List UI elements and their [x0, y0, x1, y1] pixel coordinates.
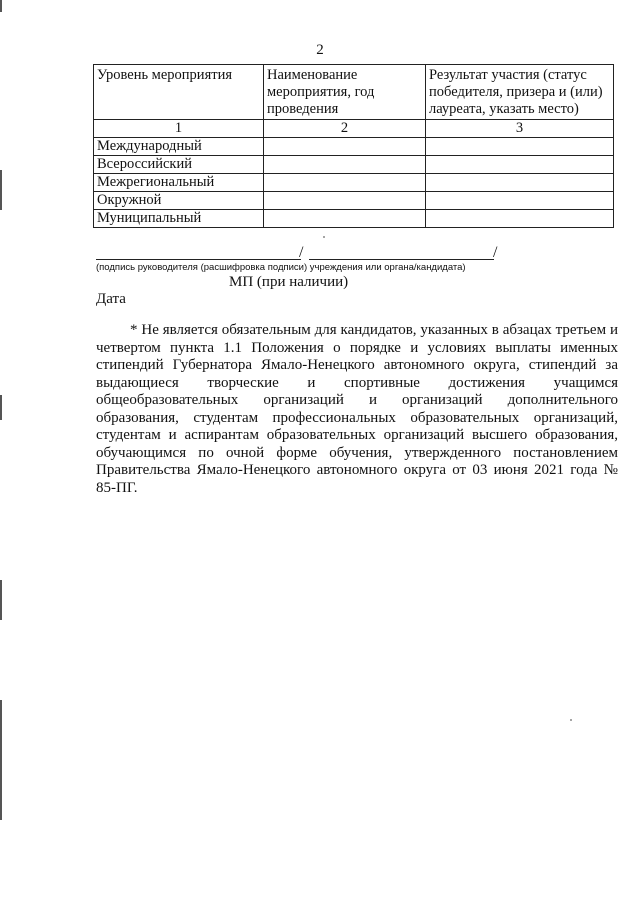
table-row: [94, 156, 614, 174]
column-number-row: [94, 120, 614, 138]
level-cell: Международный: [94, 138, 264, 156]
column-number: 3: [426, 120, 614, 138]
header-level: Уровень мероприятия: [94, 65, 264, 120]
scan-margin-mark: [0, 700, 2, 820]
event-cell: [264, 210, 426, 228]
result-cell: [426, 210, 614, 228]
table-row: [94, 174, 614, 192]
event-cell: [264, 156, 426, 174]
scan-margin-mark: [0, 395, 2, 420]
table-row: [94, 210, 614, 228]
event-cell: [264, 138, 426, 156]
footnote: [96, 322, 618, 497]
scan-speck: [570, 719, 572, 721]
level-cell: Муниципальный: [94, 210, 264, 228]
level-cell: Межрегиональный: [94, 174, 264, 192]
signature-separator: /: [299, 244, 304, 261]
scan-margin-mark: [0, 170, 2, 210]
scan-speck: [323, 236, 325, 238]
date-label: Дата: [96, 291, 126, 307]
signature-caption: (подпись руководителя (расшифровка подписи) учреждения или органа/кандидата): [96, 262, 466, 273]
column-number: 2: [264, 120, 426, 138]
result-cell: [426, 192, 614, 210]
result-cell: [426, 156, 614, 174]
footnote-marker: *: [130, 322, 138, 338]
signature-line: [96, 244, 506, 262]
event-cell: [264, 174, 426, 192]
stamp-label: МП (при наличии): [229, 274, 349, 290]
events-table: [93, 64, 614, 228]
page-number: 2: [316, 42, 324, 58]
event-cell: [264, 192, 426, 210]
table-header-row: [94, 65, 614, 120]
footnote-text: Не является обязательным для кандидатов, указанных в абзацах третьем и четвертом пункта 1.1 Положения о порядке и условиях выплаты именных стипендий Губернатора Ямало-Ненецкого автономного округа, стипендий за выдающиеся творческие и спортивные достижения учащимся общеобразовательных организаций и организаций дополнительного образования, студентам профессиональных образовательных организаций, студентам и аспирантам образовательных организаций высшего образования, обучающимся по очной форме обучения, утвержденного постановлением Правительства Ямало-Ненецкого автономного округа от 03 июня 2021 года № 85-ПГ.: [96, 322, 618, 496]
level-cell: Всероссийский: [94, 156, 264, 174]
table-row: [94, 138, 614, 156]
result-cell: [426, 174, 614, 192]
signature-decryption-field: [309, 259, 494, 260]
header-result: Результат участия (статус победителя, призера и (или) лауреата, указать место): [426, 65, 614, 120]
scan-margin-mark: [0, 0, 2, 12]
signature-separator: /: [493, 244, 498, 261]
scan-margin-mark: [0, 580, 2, 620]
column-number: 1: [94, 120, 264, 138]
signature-field: [96, 259, 301, 260]
table-row: [94, 192, 614, 210]
result-cell: [426, 138, 614, 156]
level-cell: Окружной: [94, 192, 264, 210]
header-event-name: Наименование мероприятия, год проведения: [264, 65, 426, 120]
